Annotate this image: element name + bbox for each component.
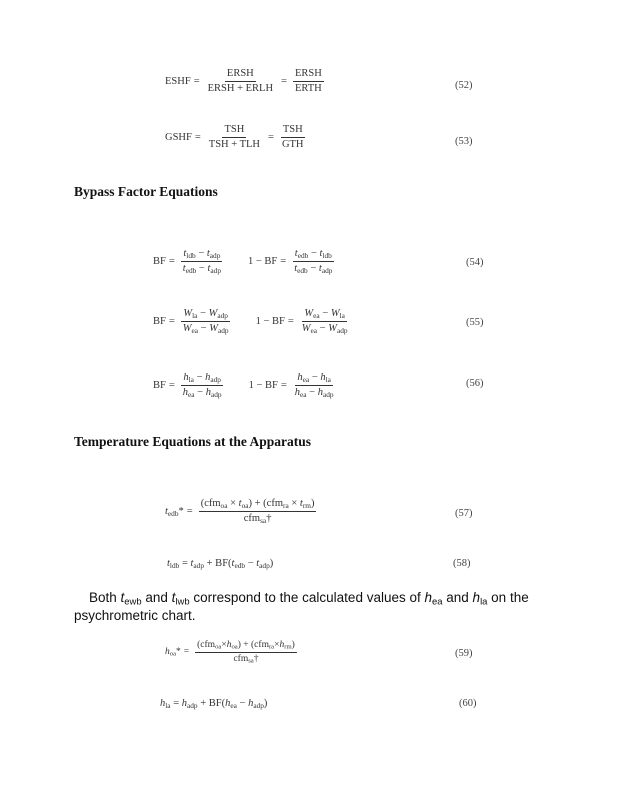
equation-number-53: (53) — [455, 136, 473, 147]
equation-number-59: (59) — [455, 648, 473, 659]
equation-52: ESHF = $\frac{\text{ERSH}}{\text{ERSH + ERLH}}$ = $\frac{\text{ERSH}}{\text{ERTH}}$ — [165, 68, 322, 95]
equation-53: GSHF = $\frac{\text{TSH}}{\text{TSH + TLH}}$ = $\frac{\text{TSH}}{\text{GTH}}$ — [165, 124, 304, 151]
equation-number-52: (52) — [455, 80, 473, 91]
eq53-fraction-1: $\frac{\text{TSH}}{\text{TSH + TLH}}$ — [208, 124, 261, 151]
eq52-lhs: ESHF — [165, 76, 191, 88]
equation-54: BF = $\frac{t_{ldb} - t_{adp}}{t_{edb} - t_{adp}}$ 1 − BF = $\frac{t_{edb} - t_{ldb}}{t_{edb} - t_{adp}}$ — [153, 248, 333, 275]
equation-56: BF = $\frac{h_{la} - h_{adp}}{h_{ea} - h_{adp}}$ 1 − BF = $\frac{h_{ea} - h_{la}}{h_{ea} - h_{adp}}$ — [153, 372, 334, 399]
equation-number-58: (58) — [453, 558, 471, 569]
eq53-fraction-2: $\frac{\text{TSH}}{\text{GTH}}$ — [281, 124, 304, 151]
equation-number-57: (57) — [455, 508, 473, 519]
equation-number-55: (55) — [466, 317, 484, 328]
equation-60: $h_{la} = h_{adp} + BF(h_{ea} - h_{adp})$ — [160, 698, 268, 710]
eq52-fraction-1: $\frac{\text{ERSH}}{\text{ERSH + ERLH}}$ — [207, 68, 274, 95]
equation-number-60: (60) — [459, 698, 477, 709]
equation-number-54: (54) — [466, 257, 484, 268]
equation-58: $t_{ldb} = t_{adp} + BF(t_{edb} - t_{adp})$ — [167, 558, 274, 570]
equation-number-56: (56) — [466, 378, 484, 389]
section-heading-bypass: Bypass Factor Equations — [74, 184, 218, 199]
equation-59: $h_{oa}*$ = $\frac{(cfm_{oa}\times h_{oa}) + (cfm_{ra}\times h_{rm})}{cfm_{sa}\dagger}$ — [165, 640, 295, 665]
equation-55: BF = $\frac{W_{la} - W_{adp}}{W_{ea} - W_{adp}}$ 1 − BF = $\frac{W_{ea} - W_{la}}{W_{ea} - W_{adp}}$ — [153, 308, 348, 335]
equation-57: $t_{edb}*$ = $\frac{(cfm_{oa} \times t_{oa}) + (cfm_{ra} \times t_{rm})}{cfm_{sa}\dagger}$ — [165, 498, 315, 525]
eq53-lhs: GSHF — [165, 132, 192, 144]
section-heading-temperature: Temperature Equations at the Apparatus — [74, 434, 312, 449]
eq52-fraction-2: $\frac{\text{ERSH}}{\text{ERTH}}$ — [294, 68, 322, 95]
paragraph-text: Both $t_{ewb}$ and $t_{lwb}$ correspond to the calculated values of $h_{ea}$ and $h_{la}$ on the psychrometric chart. — [74, 590, 529, 623]
